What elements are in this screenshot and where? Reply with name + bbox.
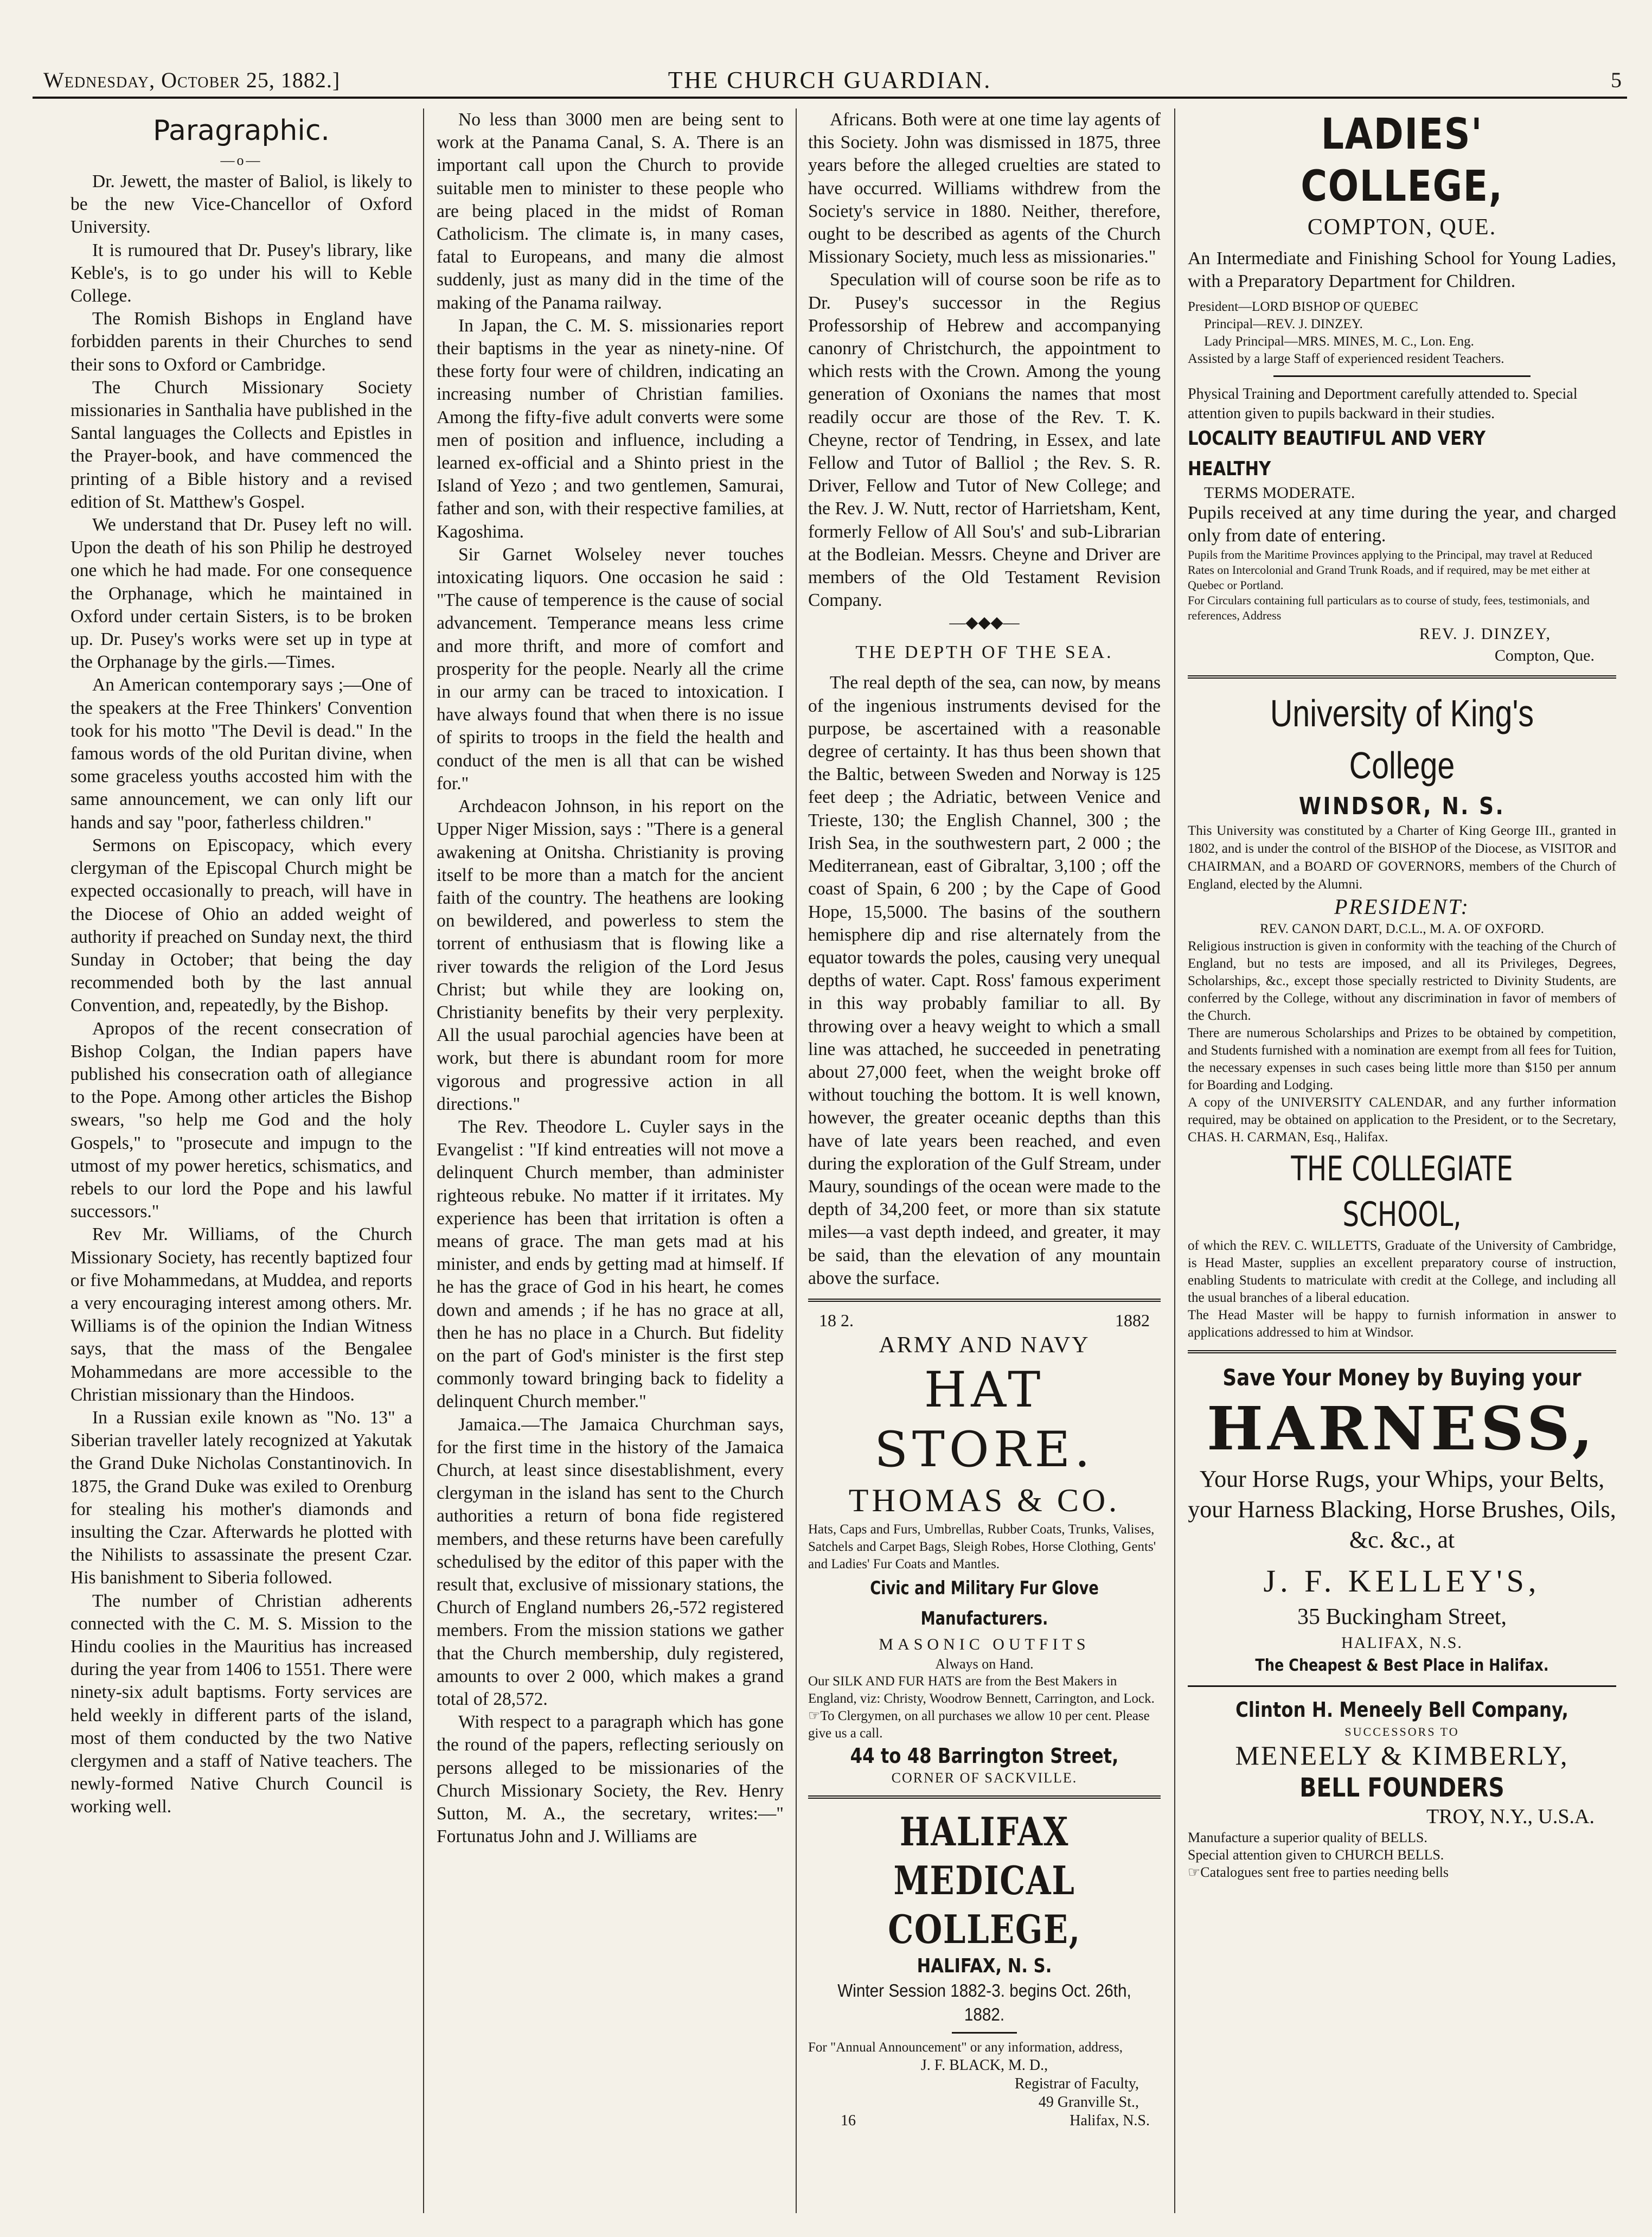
article-paragraph: Africans. Both were at one time lay agents of this Society. John was dismissed in 1875, three years before the alleged cruelties are stated to have occurred. Williams withdrew from the Society's service in 1880. Neither, therefore, ought to be described as agents of the Church Missionary Society, much less as missionaries." bbox=[808, 110, 1161, 267]
advert-line: CORNER OF SACKVILLE. bbox=[891, 1769, 1078, 1786]
article-paragraph: Sir Garnet Wolseley never touches intoxicating liquors. One occasion he said : "The cause of temperence is the cause of social advancement. Temperance means less crime and more thrift, and more of comfort and prosperity for the people. Nearly all the crime in our army can be traced to intoxication. I have always found that when there is no issue of spirits to troops in the field the health and conduct of the men is all that can be wished for." bbox=[437, 544, 784, 794]
advert-rule bbox=[1188, 1350, 1616, 1353]
article-paragraph: Dr. Jewett, the master of Baliol, is likely to be the new Vice-Chancellor of Oxford University. bbox=[71, 171, 412, 238]
advert-line: Religious instruction is given in conformity with the teaching of the Church of England, but no tests are imposed, and all its Privileges, Degrees, Scholarships, &c., except those specially restricted to Divinity Students, are conferred by the College, without any discrimination in favor of members of the Church. bbox=[1188, 939, 1616, 1023]
advert-address: 35 Buckingham Street, bbox=[1297, 1605, 1507, 1629]
column-rule bbox=[1174, 108, 1175, 2213]
article-paragraph: The Church Missionary Society missionaries in Santhalia have published in the Santal languages the Collects and Epistles in the Prayer-book, and have commenced the printing of a Bible history and a revised edition of St. Matthew's Gospel. bbox=[71, 377, 412, 512]
article-paragraph: The Romish Bishops in England have forbidden parents in their Churches to send their sons to Oxford or Cambridge. bbox=[71, 309, 412, 375]
advert-title: HARNESS, bbox=[1207, 1394, 1597, 1463]
advert-line: Physical Training and Deportment carefully attended to. Special attention given to pupils backward in their studies. bbox=[1188, 386, 1578, 422]
article-paragraph: In a Russian exile known as "No. 13" a Siberian traveller lately recognized at Yakutak the Grand Duke Nicholas Constantinovich. In 1875, the Grand Duke was exiled to Orenburg for stealing his mother's diamonds and insulting the Czar. Afterwards he plotted with the Nihilists to assassinate the present Czar. His banishment to Siberia followed. bbox=[71, 1407, 412, 1588]
advert-line: Pupils from the Maritime Provinces applying to the Principal, may travel at Reduced Rates on Intercolonial and Grand Trunk Roads, and if required, may be met either at Quebec or Portland. bbox=[1188, 548, 1593, 592]
page-header bbox=[33, 64, 1627, 99]
advert-line: REV. J. DINZEY, bbox=[1419, 625, 1551, 643]
advert-line: The Cheapest & Best Place in Halifax. bbox=[1255, 1656, 1549, 1675]
advert-title: THE COLLEGIATE SCHOOL, bbox=[1291, 1149, 1513, 1234]
advert-title: University of King's College bbox=[1270, 692, 1534, 787]
article-paragraph: Jamaica.—The Jamaica Churchman says, for the first time in the history of the Jamaica Church, at least since disestablishment, every clergyman in the island has sent to the Church authorities a return of bona fide registered members, and these returns have been carefully schedulised by the editor of this paper with the result that, exclusive of missionary stations, the Church of England numbers 26,-572 registered members. From the mission stations we gather that the Church membership, duly registered, amounts to over 2 000, which makes a grand total of 28,572. bbox=[437, 1414, 784, 1710]
column-news-and-ads bbox=[808, 108, 1161, 2213]
advert-year-left: 18 2. bbox=[819, 1310, 854, 1330]
advert-rule bbox=[1188, 1685, 1616, 1687]
column-rule bbox=[423, 108, 424, 2213]
advert-firm: J. F. KELLEY'S, bbox=[1263, 1563, 1541, 1599]
article-paragraph: The real depth of the sea, can now, by means of the ingenious instruments devised for the purpose, be ascertained with a reasonable degree of certainty. It has thus been shown that the Baltic, between Sweden and Norway is 125 feet deep ; the Adriatic, between Venice and Trieste, 130; the English Channel, 300 ; the Irish Sea, in the southwestern part, 2 000 ; the Mediterranean, east of Gibraltar, 3,100 ; off the coast of Spain, 6 200 ; by the Cape of Good Hope, 15,5000. The basins of the southern hemisphere dip and rise alternately from the equator towards the poles, causing very unequal depths of water. Capt. Ross' famous experiment in this way probably familiar to all. By throwing over a heavy weight to which a small line was attached, he succeeded in penetrating about 27,000 feet, when the weight broke off without touching the bottom. It is well known, however, the greater oceanic depths than this have of late years been reached, and even during the exploration of the Gulf Stream, under Maury, soundings of the ocean were made to the depth of 34,200 feet, or more than six statute miles—a vast depth indeed, and greater, it may be said, than the elevation of any mountain above the surface. bbox=[808, 673, 1161, 1288]
advert-bell-company bbox=[1188, 1695, 1616, 1881]
advert-title: HALIFAX MEDICAL COLLEGE, bbox=[888, 1808, 1081, 1952]
column-paragraphic bbox=[71, 108, 412, 2213]
advert-rule bbox=[1188, 675, 1616, 679]
advert-line: There are numerous Scholarships and Prizes to be obtained by competition, and Students furnished with a nomination are exempt from all fees for Tuition, the necessary expenses in such cases being little more than $150 per annum for Boarding and Lodging. bbox=[1188, 1026, 1616, 1092]
article-paragraph: The Rev. Theodore L. Cuyler says in the Evangelist : "If kind entreaties will not move a delinquent Church member, than administer righteous rebuke. No matter if it irritates. My experience has been that irritation is often a means of grace. The man gets mad at his minister, and ends by getting mad at himself. If he has the grace of God in his heart, he comes down and amends ; if he has no grace at all, then he has no place in a Church. But fidelity on the part of God's minister is the first step commonly toward bringing back to fidelity a delinquent Church member." bbox=[437, 1116, 784, 1412]
advert-line: ☞Catalogues sent free to parties needing bells bbox=[1188, 1864, 1449, 1880]
advert-line: Lady Principal—MRS. MINES, M. C., Lon. Eng. bbox=[1204, 334, 1474, 349]
advert-kings-college bbox=[1188, 687, 1616, 1146]
column-news bbox=[437, 108, 784, 2213]
advert-ladies-college bbox=[1188, 108, 1616, 667]
article-paragraph: In Japan, the C. M. S. missionaries report their baptisms in the year as ninety-nine. Of these forty four were of children, indicating an increasing number of Christian families. Among the fifty-five adult converts were some men of position and influence, including a learned ex-official and a Shinto priest in the Island of Yezo ; and two gentlemen, Samurai, father and son, with their respective families, at Kagoshima. bbox=[437, 315, 784, 542]
advert-line: Compton, Que. bbox=[1494, 647, 1595, 664]
article-title: THE DEPTH OF THE SEA. bbox=[855, 642, 1113, 663]
advert-line: The Head Master will be happy to furnish information in answer to applications addressed to him at Windsor. bbox=[1188, 1308, 1616, 1340]
issue-date: Wednesday, October 25, 1882.] bbox=[43, 68, 341, 92]
advert-collegiate-school bbox=[1188, 1146, 1616, 1341]
advert-line: REV. CANON DART, D.C.L., M. A. OF OXFORD. bbox=[1259, 922, 1545, 936]
advert-title: Clinton H. Meneely Bell Company, bbox=[1235, 1698, 1568, 1722]
advert-line: BELL FOUNDERS bbox=[1299, 1773, 1504, 1803]
advert-years bbox=[808, 1311, 1161, 1330]
advert-year-right: 1882 bbox=[1115, 1310, 1150, 1330]
advert-heading: LOCALITY BEAUTIFUL AND VERY HEALTHY bbox=[1188, 427, 1486, 480]
article-paragraph: With respect to a paragraph which has gone the round of the papers, reflecting seriously on persons alleged to be missionaries of the Church Missionary Society, the Rev. Henry Sutton, M. A., the secretary, writes:—" Fortunatus John and J. Williams are bbox=[437, 1712, 784, 1847]
advert-line: Halifax, N.S. bbox=[1070, 2112, 1150, 2129]
advert-line: For Circulars containing full particulars as to course of study, fees, testimonials, and references, Address bbox=[1188, 593, 1590, 622]
advert-line: This University was constituted by a Charter of King George III., granted in 1802, and is under the control of the BISHOP of the Diocese, as VISITOR and CHAIRMAN, and a BOARD OF GOVERNORS, members of the Church of England, elected by the Alumni. bbox=[1188, 823, 1616, 892]
advert-line: Special attention given to CHURCH BELLS. bbox=[1188, 1847, 1444, 1863]
article-paragraph: The number of Christian adherents connected with the C. M. S. Mission to the Hindu coolies in the Mauritius has increased during the year from 1406 to 1551. There were ninety-six adult baptisms. Forty services are held weekly in different parts of the island, most of them conducted by the two Native clergymen and a staff of Native teachers. The newly-formed Native Church Council is working well. bbox=[71, 1590, 412, 1817]
advert-line: Winter Session 1882-3. begins Oct. 26th, 1882. bbox=[837, 1980, 1131, 2024]
article-paragraph: Rev Mr. Williams, of the Church Missionary Society, has recently baptized four or five Mohammedans, at Muddea, and reports a very encouraging interest among others. Mr. Williams is of the opinion the Indian Witness says, that the mass of the Bengalee Mohammedans are more accessible to the Christian missionary than the Hindoos. bbox=[71, 1224, 412, 1405]
advert-hat-store bbox=[808, 1311, 1161, 1787]
advert-line: Save Your Money by Buying your bbox=[1222, 1364, 1581, 1391]
advert-line: MASONIC OUTFITS bbox=[879, 1635, 1090, 1653]
newspaper-title: THE CHURCH GUARDIAN. bbox=[668, 67, 992, 93]
advert-medical-college bbox=[808, 1807, 1161, 2130]
advert-line: Always on Hand. bbox=[935, 1656, 1034, 1672]
advert-line: A copy of the UNIVERSITY CALENDAR, and any further information required, may be obtained on application to the President, or to the Secretary, CHAS. H. CARMAN, Esq., Halifax. bbox=[1188, 1095, 1616, 1145]
separator: —o— bbox=[220, 152, 262, 168]
article-paragraph: An American contemporary says ;—One of the speakers at the Free Thinkers' Convention took for his motto "The Devil is dead." In the famous words of the old Puritan divine, when some graceless youths accosted him with the same announcement, we can only lift our hands and say "poor, fatherless children." bbox=[71, 675, 412, 833]
article-paragraph: Apropos of the recent consecration of Bishop Colgan, the Indian papers have published his consecration oath of allegiance to the Pope. Among other articles the Bishop swears, "so help me God and the holy Gospels," to "prosecute and impugn to the utmost of my power heretics, schismatics, and rebels to our lord the Pope and his lawful successors." bbox=[71, 1018, 412, 1222]
advert-rule bbox=[808, 1795, 1161, 1799]
advert-title: HAT STORE. bbox=[874, 1361, 1094, 1478]
section-title: Paragraphic. bbox=[153, 114, 330, 147]
column-advertisements bbox=[1188, 108, 1616, 2213]
advert-line: Our SILK AND FUR HATS are from the Best Makers in England, viz: Christy, Woodrow Bennett, Carrington, and Lock. bbox=[808, 1673, 1155, 1706]
advert-rule bbox=[952, 2032, 1017, 2034]
column-rule bbox=[796, 108, 797, 2213]
ornament-divider: —◆◆◆— bbox=[949, 613, 1020, 632]
advert-title: LADIES' COLLEGE, bbox=[1301, 110, 1503, 211]
advert-harness bbox=[1188, 1362, 1616, 1678]
advert-firm: THOMAS & CO. bbox=[848, 1482, 1120, 1518]
advert-line: SUCCESSORS TO bbox=[1344, 1725, 1459, 1739]
advert-line: Manufacture a superior quality of BELLS. bbox=[1188, 1830, 1427, 1845]
article-paragraph: It is rumoured that Dr. Pusey's library, like Keble's, is to go under his will to Keble College. bbox=[71, 240, 412, 306]
advert-line: Civic and Military Fur Glove Manufacturers. bbox=[870, 1577, 1099, 1629]
advert-line: Pupils received at any time during the year, and charged only from date of entering. bbox=[1188, 503, 1616, 546]
article-paragraph: No less than 3000 men are being sent to work at the Panama Canal, S. A. There is an important call upon the Church to provide suitable men to minister to these people who are being placed in the midst of Roman Catholicism. The climate is, in many cases, fatal to Europeans, and many die almost suddenly, just as many did in the time of the making of the Panama railway. bbox=[437, 110, 784, 313]
advert-line: ARMY AND NAVY bbox=[879, 1332, 1090, 1358]
advert-footer bbox=[808, 2112, 1161, 2130]
advert-line: Principal—REV. J. DINZEY. bbox=[1204, 317, 1363, 331]
advert-line: 49 Granville St., bbox=[1038, 2093, 1139, 2111]
advert-line: J. F. BLACK, M. D., bbox=[920, 2056, 1048, 2074]
advert-line: Assisted by a large Staff of experienced resident Teachers. bbox=[1188, 351, 1504, 366]
advert-line: ☞To Clergymen, on all purchases we allow 10 per cent. Please give us a call. bbox=[808, 1708, 1150, 1741]
page-number: 5 bbox=[1611, 68, 1622, 92]
advert-line: TERMS MODERATE. bbox=[1204, 484, 1355, 502]
article-paragraph: Speculation will of course soon be rife as to Dr. Pusey's successor in the Regius Professorship of Hebrew and accompanying canonry of Christchurch, the appointment to which rests with the Crown. Among the young generation of Oxonians the names that most readily occur are those of the Rev. T. K. Cheyne, rector of Tendring, in Essex, and late Fellow and Tutor of Balliol ; the Rev. S. R. Driver, Fellow and Tutor of New College; and the Rev. J. W. Nutt, rector of Harrietsham, Kent, formerly Fellow of All Sou's' and sub-Librarian at the Bodleian. Messrs. Cheyne and Driver are members of the Old Testament Revision Company. bbox=[808, 270, 1161, 611]
advert-place: COMPTON, QUE. bbox=[1307, 215, 1497, 240]
advert-line: TROY, N.Y., U.S.A. bbox=[1426, 1805, 1595, 1828]
advert-line: HALIFAX, N.S. bbox=[1341, 1634, 1463, 1652]
advert-address: 44 to 48 Barrington Street, bbox=[850, 1743, 1119, 1768]
article-paragraph: Archdeacon Johnson, in his report on the Upper Niger Mission, says : "There is a general awakening at Onitsha. Christianity is proving itself to be more than a match for the ancient faith of the country. The heathens are looking on bewildered, and powerless to stem the torrent of enthusiasm that is flowing like a river towards the religion of the Lord Jesus Christ; but while they are looking on, Christianity benefits by their very perplexity. All the usual parochial agencies have been at work, but there is abundant room for more vigorous and progressive action in all directions." bbox=[437, 796, 784, 1114]
advert-description: Your Horse Rugs, your Whips, your Belts, your Harness Blacking, Horse Brushes, Oils, &c. &c., at bbox=[1188, 1466, 1616, 1553]
advert-line: President—LORD BISHOP OF QUEBEC bbox=[1188, 299, 1418, 314]
advert-firm: MENEELY & KIMBERLY, bbox=[1235, 1740, 1569, 1771]
advert-line: For "Annual Announcement" or any information, address, bbox=[808, 2040, 1123, 2055]
advert-line: HALIFAX, N. S. bbox=[917, 1954, 1052, 1977]
advert-rule bbox=[808, 1299, 1161, 1302]
advert-number: 16 bbox=[841, 2112, 856, 2129]
article-paragraph: We understand that Dr. Pusey left no will. Upon the death of his son Philip he destroyed one which he had made. For one consequence the Orphanage, which he maintained in Oxford under certain Sisters, is to be broken up. Dr. Pusey's works were set up in type at the Orphanage by the girls.—Times. bbox=[71, 515, 412, 673]
advert-heading: PRESIDENT: bbox=[1334, 894, 1470, 919]
advert-description: An Intermediate and Finishing School for Young Ladies, with a Preparatory Department for Children. bbox=[1188, 248, 1616, 291]
advert-goods: Hats, Caps and Furs, Umbrellas, Rubber Coats, Trunks, Valises, Satchels and Carpet Bags, Sleigh Robes, Horse Clothing, Gents' and Ladies' Fur Coats and Mantles. bbox=[808, 1522, 1156, 1571]
advert-line: of which the REV. C. WILLETTS, Graduate of the University of Cambridge, is Head Master, supplies an excellent preparatory course of instruction, enabling Students to matriculate with credit at the College, and including all the usual branches of a liberal education. bbox=[1188, 1238, 1616, 1305]
advert-rule bbox=[1273, 375, 1531, 377]
advert-line: Registrar of Faculty, bbox=[1014, 2075, 1139, 2092]
advert-place: WINDSOR, N. S. bbox=[1298, 792, 1506, 820]
article-paragraph: Sermons on Episcopacy, which every clergyman of the Episcopal Church might be expected occasionally to preach, will have in the Diocese of Ohio an added weight of authority if preached on Sunday next, the third Sunday in October; that being the day recommended both by the last annual Convention, and, repeatedly, by the Bishop. bbox=[71, 835, 412, 1016]
